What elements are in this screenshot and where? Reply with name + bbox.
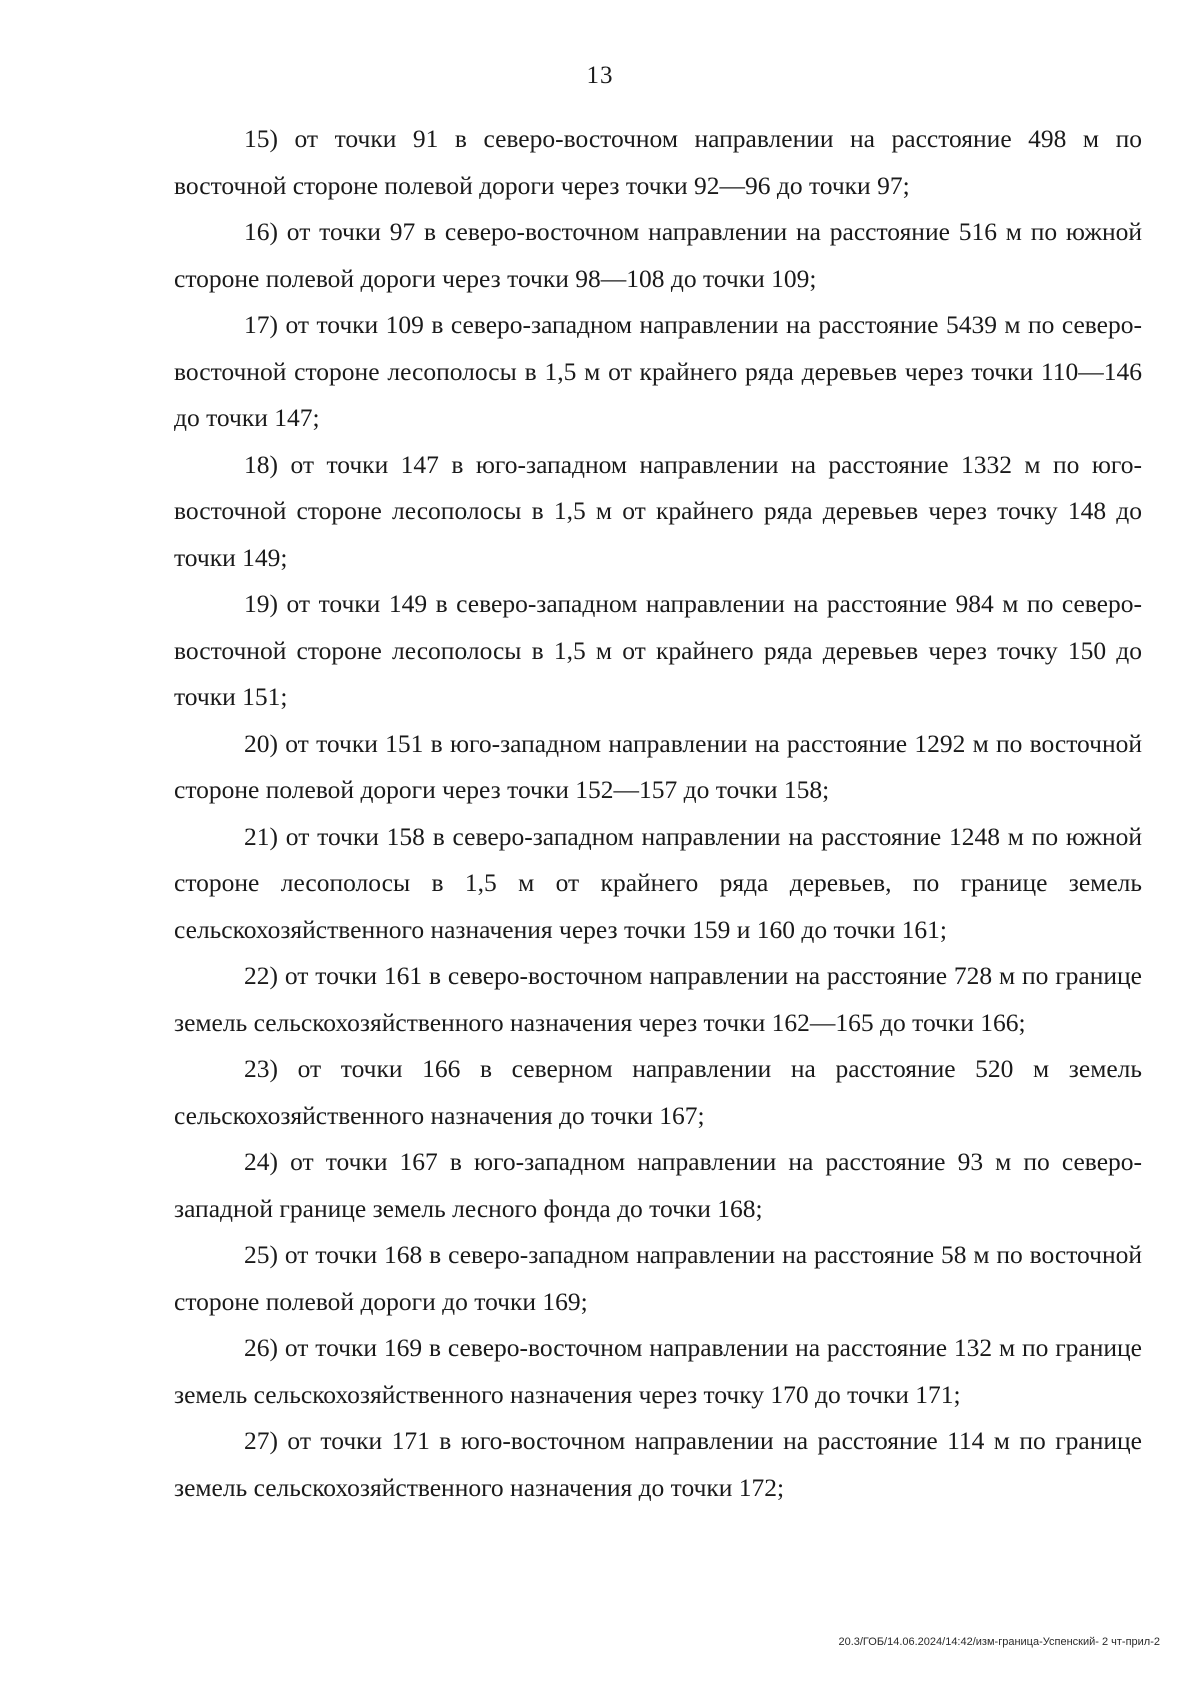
list-item: 21) от точки 158 в северо-западном направлении на расстояние 1248 м по южной стороне лесополосы в 1,5 м от крайнего ряда деревьев, по границе земель сельскохозяйственного назначения через точки 159 и 160 до точки 161; <box>174 821 1142 944</box>
list-item: 26) от точки 169 в северо-восточном направлении на расстояние 132 м по границе земель сельскохозяйственного назначения через точку 170 до точки 171; <box>174 1333 1142 1409</box>
list-item: 16) от точки 97 в северо-восточном направлении на расстояние 516 м по южной стороне полевой дороги через точки 98—108 до точки 109; <box>174 217 1142 293</box>
list-item: 22) от точки 161 в северо-восточном направлении на расстояние 728 м по границе земель сельскохозяйственного назначения через точки 162—165 до точки 166; <box>174 961 1142 1037</box>
list-item: 23) от точки 166 в северном направлении на расстояние 520 м земель сельскохозяйственного назначения до точки 167; <box>174 1054 1142 1130</box>
list-item: 25) от точки 168 в северо-западном направлении на расстояние 58 м по восточной стороне полевой дороги до точки 169; <box>174 1240 1142 1316</box>
list-item: 20) от точки 151 в юго-западном направлении на расстояние 1292 м по восточной стороне полевой дороги через точки 152—157 до точки 158; <box>174 728 1142 804</box>
document-footer: 20.3/ГОБ/14.06.2024/14:42/изм-граница-Успенский- 2 чт-прил-2 <box>838 1636 1160 1648</box>
page-number: 13 <box>586 62 614 89</box>
list-item: 17) от точки 109 в северо-западном направлении на расстояние 5439 м по северо-восточной стороне лесополосы в 1,5 м от крайнего ряда деревьев через точки 110—146 до точки 147; <box>174 310 1142 432</box>
list-item: 27) от точки 171 в юго-восточном направлении на расстояние 114 м по границе земель сельскохозяйственного назначения до точки 172; <box>174 1426 1142 1502</box>
list-item: 18) от точки 147 в юго-западном направлении на расстояние 1332 м по юго-восточной стороне лесополосы в 1,5 м от крайнего ряда деревьев через точку 148 до точки 149; <box>174 449 1142 572</box>
list-item: 19) от точки 149 в северо-западном направлении на расстояние 984 м по северо-восточной стороне лесополосы в 1,5 м от крайнего ряда деревьев через точку 150 до точки 151; <box>174 589 1142 711</box>
list-item: 15) от точки 91 в северо-восточном направлении на расстояние 498 м по восточной стороне полевой дороги через точки 92—96 до точки 97; <box>174 124 1142 200</box>
list-item: 24) от точки 167 в юго-западном направлении на расстояние 93 м по северо-западной границе земель лесного фонда до точки 168; <box>174 1147 1142 1223</box>
document-body <box>174 116 1142 1511</box>
